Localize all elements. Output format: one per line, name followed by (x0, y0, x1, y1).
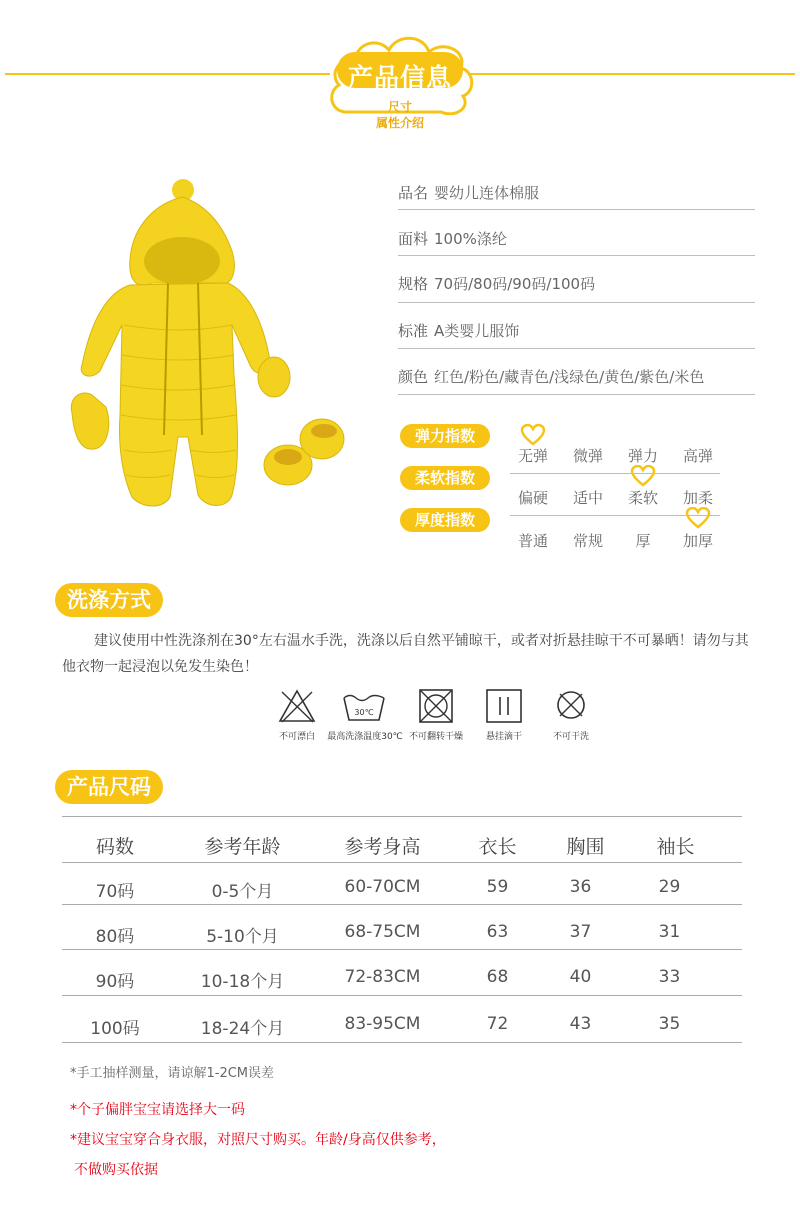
table-cell: 40 (569, 967, 592, 987)
table-header-cell: 胸围 (566, 836, 605, 858)
scale-option: 加厚 (682, 532, 713, 550)
scale-option: 厚 (635, 532, 651, 550)
info-value: 红色/粉色/藏青色/浅绿色/黄色/紫色/米色 (434, 368, 705, 386)
wash-temp-label: 30℃ (354, 708, 374, 717)
table-cell: 90码 (95, 972, 135, 992)
table-cell: 43 (569, 1014, 592, 1034)
thickness-index-tag: 厚度指数 (400, 508, 490, 532)
no-dry-clean-icon (551, 688, 591, 724)
table-cell: 72 (486, 1014, 509, 1034)
info-label: 颜色 (398, 368, 429, 386)
table-cell: 10-18个月 (200, 972, 285, 992)
table-rule (62, 904, 742, 905)
info-label: 标准 (398, 322, 429, 340)
table-cell: 5-10个月 (206, 927, 279, 947)
washing-section-tag: 洗涤方式 (55, 583, 163, 617)
hang-dry-icon (484, 688, 524, 724)
table-cell: 59 (486, 877, 509, 897)
wash-caption: 不可干洗 (552, 732, 589, 742)
scale-option: 加柔 (682, 489, 713, 507)
scale-option: 偏硬 (517, 489, 548, 507)
wash-caption: 不可漂白 (278, 732, 315, 742)
selected-heart-icon (685, 507, 711, 529)
wash-30-icon (341, 688, 387, 724)
table-cell: 18-24个月 (200, 1019, 285, 1039)
table-bottom-rule (62, 1042, 742, 1043)
info-value: 100%涤纶 (434, 230, 507, 248)
table-top-rule (62, 816, 742, 817)
info-row-fabric (398, 228, 755, 262)
divider (398, 255, 755, 256)
table-cell: 0-5个月 (211, 882, 274, 902)
no-tumble-dry-icon (416, 688, 456, 724)
table-cell: 72-83CM (344, 967, 421, 987)
table-cell: 80码 (95, 927, 135, 947)
table-rule (62, 995, 742, 996)
advice-note-3: 不做购买依据 (74, 1162, 158, 1178)
info-label: 品名 (398, 184, 429, 202)
header-line-left (5, 73, 330, 75)
info-label: 面料 (398, 230, 429, 248)
measure-note: *手工抽样测量，请谅解1-2CM误差 (70, 1066, 275, 1081)
table-header-cell: 参考身高 (344, 836, 421, 858)
table-cell: 70码 (95, 882, 135, 902)
table-cell: 35 (658, 1014, 681, 1034)
wash-caption: 不可翻转干燥 (408, 732, 463, 742)
table-cell: 68 (486, 967, 509, 987)
table-rule (62, 862, 742, 863)
scale-option: 普通 (517, 532, 548, 550)
wash-caption: 最高洗涤温度30℃ (327, 732, 403, 742)
header-subtitle-attr: 属性介绍 (375, 116, 424, 130)
info-value: 婴幼儿连体棉服 (434, 184, 540, 202)
divider (398, 394, 755, 395)
header-subtitle-size: 尺寸 (387, 100, 412, 114)
no-bleach-icon (277, 688, 317, 724)
info-row-name (398, 182, 755, 216)
table-header-cell: 参考年龄 (204, 836, 281, 858)
selected-heart-icon (630, 465, 656, 487)
table-cell: 63 (486, 922, 509, 942)
table-cell: 33 (658, 967, 681, 987)
advice-note-2: *建议宝宝穿合身衣服，对照尺寸购买。年龄/身高仅供参考， (70, 1132, 446, 1148)
table-cell: 31 (658, 922, 681, 942)
table-header-cell: 袖长 (656, 836, 695, 858)
divider (398, 348, 755, 349)
table-header-cell: 码数 (95, 836, 134, 858)
scale-option: 常规 (572, 532, 603, 550)
info-value: 70码/80码/90码/100码 (434, 275, 596, 293)
header-line-right (470, 73, 795, 75)
size-section-tag: 产品尺码 (55, 770, 163, 804)
scale-option: 弹力 (627, 447, 658, 465)
scale-option: 柔软 (627, 489, 658, 507)
table-cell: 60-70CM (344, 877, 421, 897)
softness-index-tag: 柔软指数 (400, 466, 490, 490)
table-cell: 100码 (90, 1019, 140, 1039)
table-cell: 29 (658, 877, 681, 897)
table-cell: 83-95CM (344, 1014, 421, 1034)
info-label: 规格 (398, 275, 429, 293)
scale-divider (510, 473, 720, 474)
divider (398, 302, 755, 303)
elasticity-index-tag: 弹力指数 (400, 424, 490, 448)
divider (398, 209, 755, 210)
washing-instructions: 建议使用中性洗涤剂在30°左右温水手洗，洗涤以后自然平铺晾干，或者对折悬挂晾干不可暴晒！请勿与其他衣物一起浸泡以免发生染色！ (62, 633, 749, 675)
scale-option: 适中 (572, 489, 603, 507)
advice-note-1: *个子偏胖宝宝请选择大一码 (70, 1102, 245, 1118)
table-cell: 36 (569, 877, 592, 897)
header-title: 产品信息 (347, 63, 452, 92)
scale-option: 无弹 (517, 447, 548, 465)
table-cell: 68-75CM (344, 922, 421, 942)
product-photo-snowsuit (60, 175, 390, 515)
table-cell: 37 (569, 922, 592, 942)
selected-heart-icon (520, 424, 546, 446)
wash-caption: 悬挂滴干 (485, 732, 522, 742)
table-rule (62, 949, 742, 950)
table-header-cell: 衣长 (478, 836, 517, 858)
scale-option: 微弹 (572, 447, 603, 465)
info-value: A类婴儿服饰 (434, 322, 520, 340)
scale-option: 高弹 (682, 447, 713, 465)
